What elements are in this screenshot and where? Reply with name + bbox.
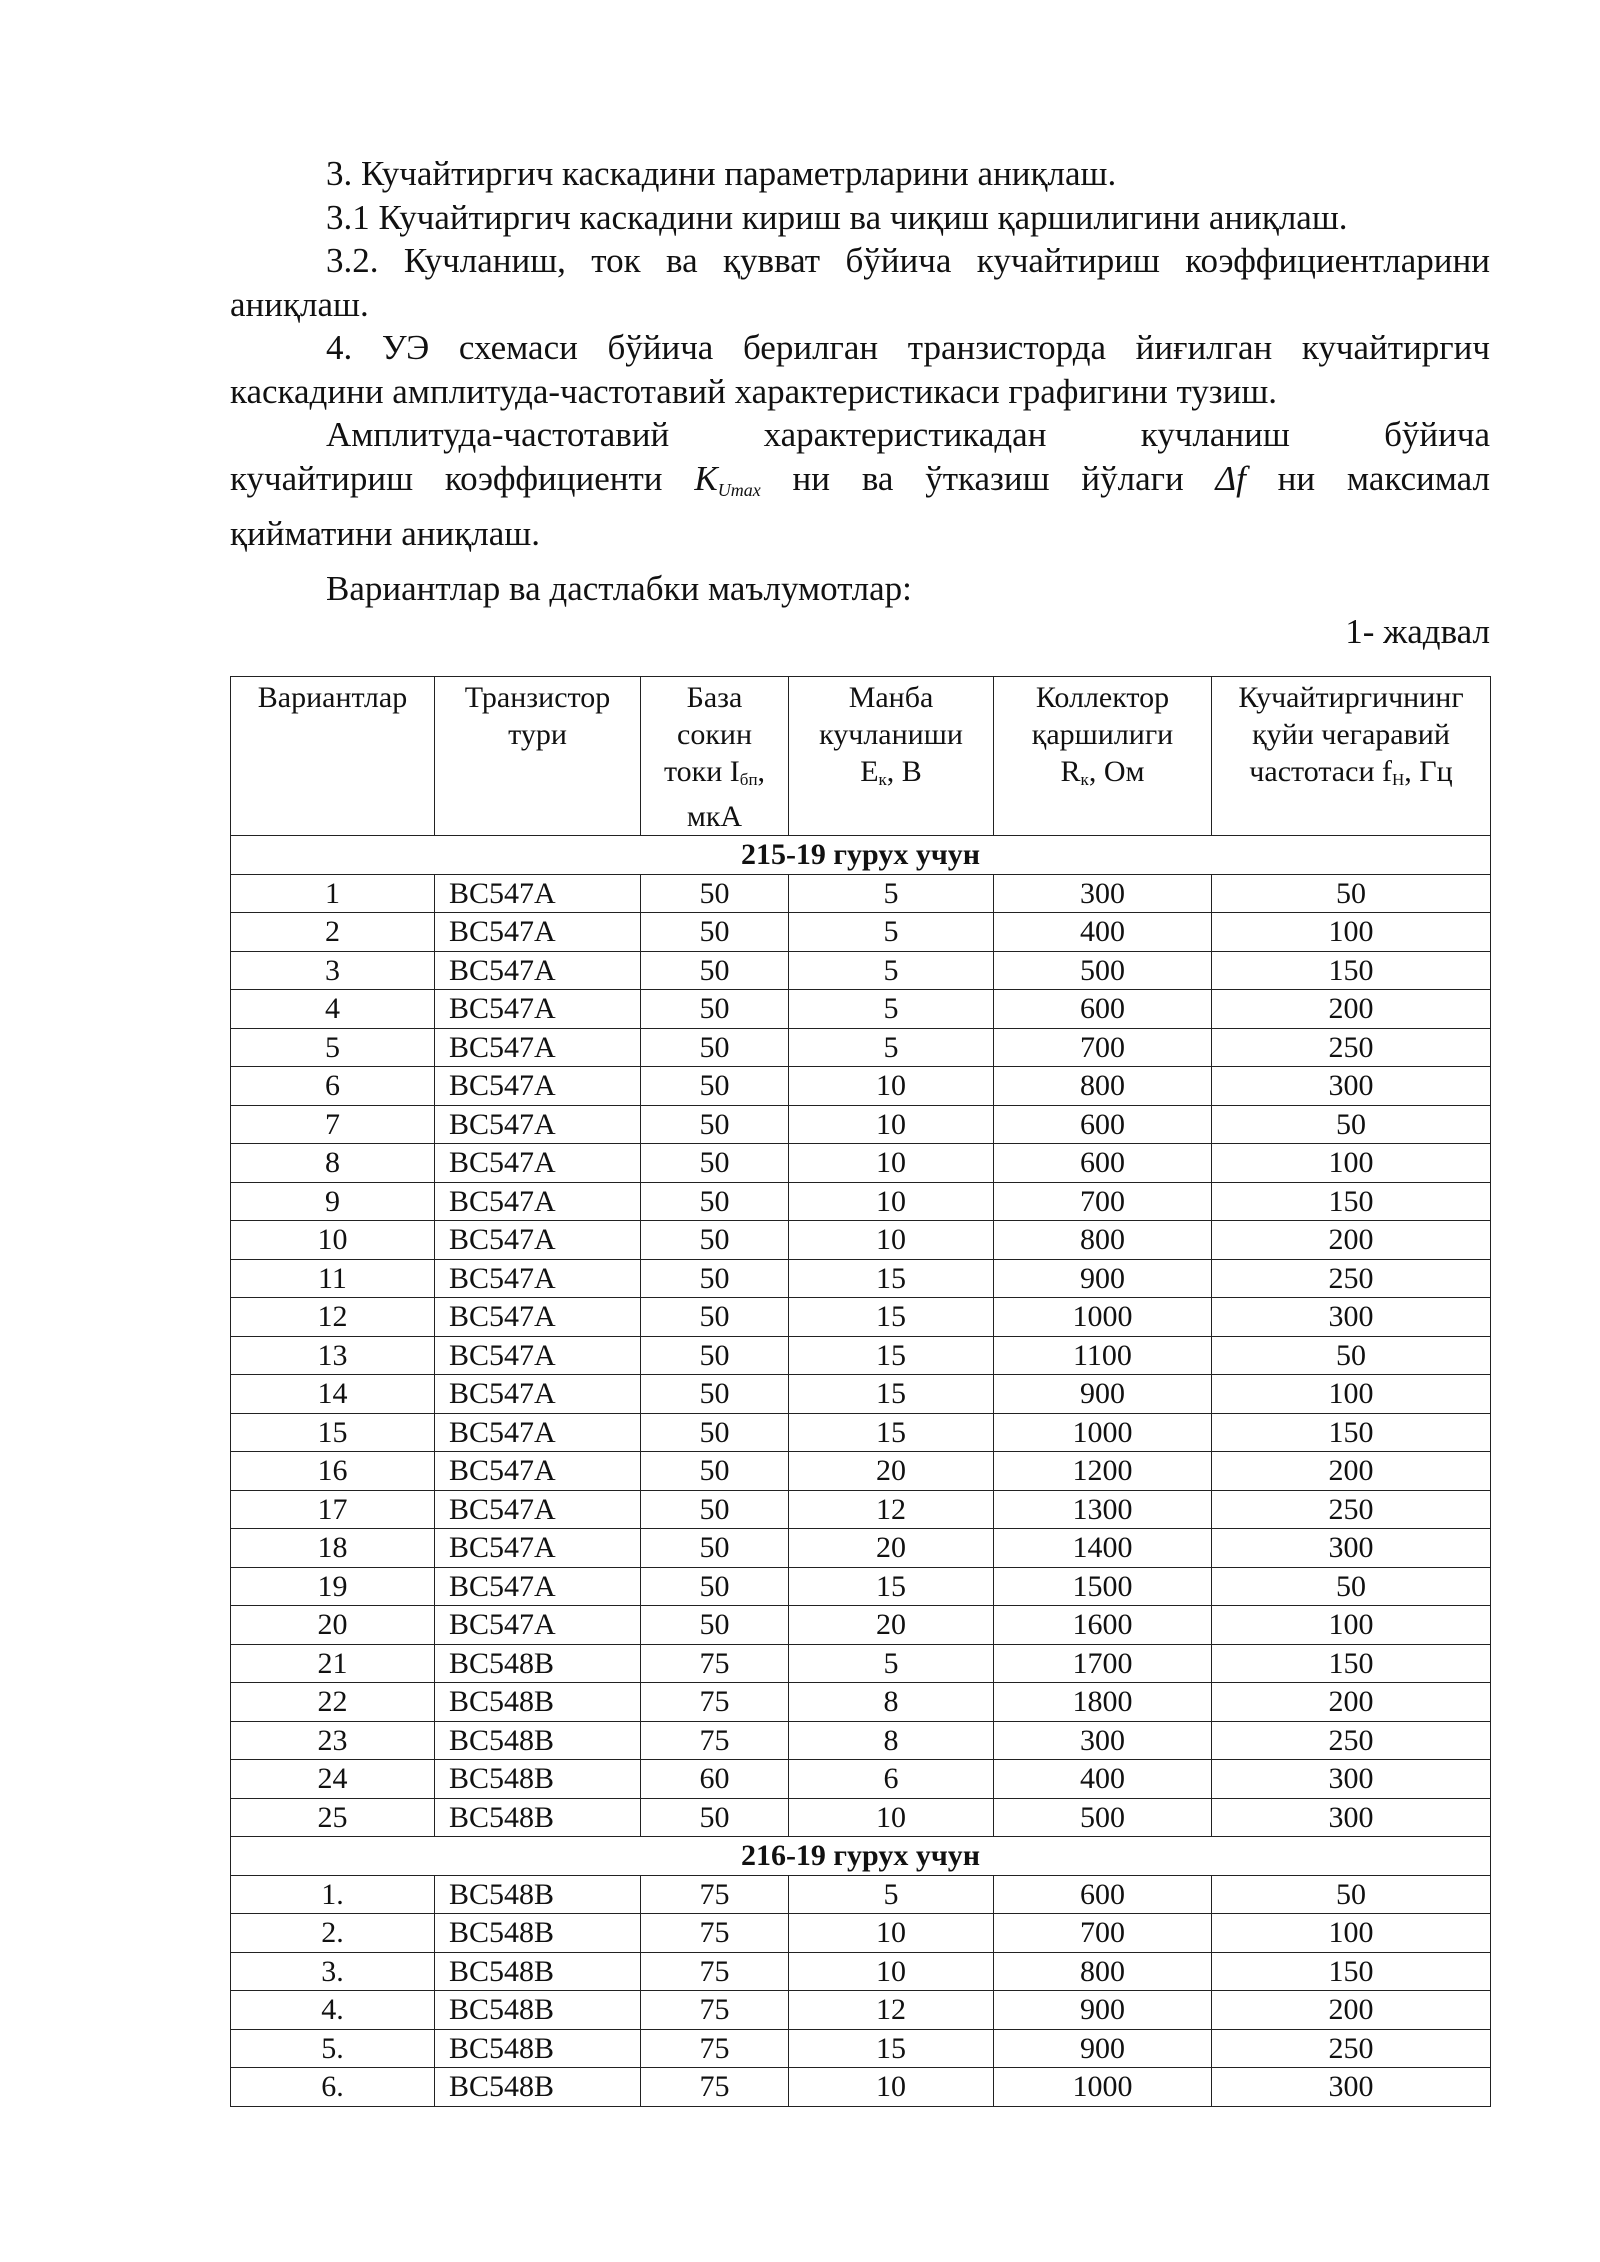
cell-transistor: BC547A [435, 951, 641, 990]
cell-supply-voltage: 15 [789, 1413, 994, 1452]
cell-collector-resistance: 900 [994, 2029, 1212, 2068]
cell-transistor: BC547A [435, 1567, 641, 1606]
paragraph-5-line1: Амплитуда-частотавий характеристикадан кучланиш бўйича [326, 415, 1490, 454]
cell-base-current: 50 [641, 1028, 789, 1067]
cell-base-current: 75 [641, 1991, 789, 2030]
cell-collector-resistance: 500 [994, 1798, 1212, 1837]
cell-base-current: 50 [641, 1144, 789, 1183]
table-row [231, 1144, 1491, 1183]
cell-transistor: BC547A [435, 990, 641, 1029]
table-header-row [231, 677, 1491, 836]
cell-supply-voltage: 10 [789, 1798, 994, 1837]
table-row [231, 1259, 1491, 1298]
cell-supply-voltage: 10 [789, 1914, 994, 1953]
cell-supply-voltage: 10 [789, 1067, 994, 1106]
table-row [231, 874, 1491, 913]
cell-variant: 16 [231, 1452, 435, 1491]
cell-lower-frequency: 300 [1212, 1760, 1491, 1799]
cell-transistor: BC547A [435, 1490, 641, 1529]
cell-supply-voltage: 5 [789, 874, 994, 913]
table-row [231, 1490, 1491, 1529]
table-row [231, 1529, 1491, 1568]
cell-collector-resistance: 700 [994, 1914, 1212, 1953]
cell-lower-frequency: 50 [1212, 1567, 1491, 1606]
table-row [231, 1105, 1491, 1144]
cell-lower-frequency: 150 [1212, 1644, 1491, 1683]
cell-base-current: 60 [641, 1760, 789, 1799]
paragraph-5-text-c: ни максимал [1277, 458, 1490, 498]
header-base-current: База сокин токи Iбп, мкА [641, 677, 789, 836]
paragraph-3-1: 3.1 Кучайтиргич каскадини кириш ва чиқиш қаршилигини аниқлаш. [326, 197, 1348, 237]
cell-collector-resistance: 400 [994, 913, 1212, 952]
table-row [231, 951, 1491, 990]
cell-variant: 12 [231, 1298, 435, 1337]
cell-transistor: BC547A [435, 874, 641, 913]
cell-collector-resistance: 600 [994, 1144, 1212, 1183]
variants-intro: Вариантлар ва дастлабки маълумотлар: [326, 568, 912, 608]
table-row [231, 1683, 1491, 1722]
cell-transistor: BC547A [435, 1529, 641, 1568]
group-header-row [231, 836, 1491, 875]
header-collector-resistance: Коллектор қаршилиги Rк, Ом [994, 677, 1212, 836]
group-title: 215-19 гурух учун [231, 836, 1491, 875]
cell-base-current: 50 [641, 1182, 789, 1221]
document-text [230, 152, 1490, 654]
cell-transistor: BC547A [435, 1606, 641, 1645]
table-row [231, 1028, 1491, 1067]
k-subscript: Umax [717, 479, 761, 500]
paragraph-3: 3. Кучайтиргич каскадини параметрларини аниқлаш. [326, 154, 1117, 193]
table-row [231, 1452, 1491, 1491]
table-row [231, 1567, 1491, 1606]
table-row [231, 1298, 1491, 1337]
cell-collector-resistance: 700 [994, 1028, 1212, 1067]
cell-variant: 11 [231, 1259, 435, 1298]
cell-supply-voltage: 15 [789, 1259, 994, 1298]
cell-lower-frequency: 150 [1212, 1182, 1491, 1221]
cell-lower-frequency: 100 [1212, 1606, 1491, 1645]
cell-collector-resistance: 1000 [994, 1298, 1212, 1337]
cell-base-current: 50 [641, 1375, 789, 1414]
cell-lower-frequency: 150 [1212, 951, 1491, 990]
cell-lower-frequency: 100 [1212, 1144, 1491, 1183]
cell-lower-frequency: 100 [1212, 1375, 1491, 1414]
cell-lower-frequency: 250 [1212, 1028, 1491, 1067]
cell-supply-voltage: 6 [789, 1760, 994, 1799]
cell-supply-voltage: 5 [789, 1644, 994, 1683]
cell-base-current: 50 [641, 1798, 789, 1837]
cell-supply-voltage: 15 [789, 1567, 994, 1606]
cell-base-current: 75 [641, 1721, 789, 1760]
table-row [231, 1221, 1491, 1260]
cell-lower-frequency: 250 [1212, 1490, 1491, 1529]
cell-collector-resistance: 900 [994, 1375, 1212, 1414]
cell-variant: 1 [231, 874, 435, 913]
cell-collector-resistance: 600 [994, 1105, 1212, 1144]
cell-supply-voltage: 12 [789, 1991, 994, 2030]
cell-lower-frequency: 50 [1212, 874, 1491, 913]
cell-variant: 18 [231, 1529, 435, 1568]
cell-base-current: 50 [641, 1336, 789, 1375]
cell-lower-frequency: 100 [1212, 1914, 1491, 1953]
paragraph-5-text-b: ни ва ўтказиш йўлаги [792, 458, 1184, 498]
group-title: 216-19 гурух учун [231, 1837, 1491, 1876]
cell-transistor: BC547A [435, 1028, 641, 1067]
cell-collector-resistance: 1100 [994, 1336, 1212, 1375]
cell-lower-frequency: 200 [1212, 1452, 1491, 1491]
k-umax-symbol [694, 459, 760, 498]
cell-base-current: 75 [641, 2068, 789, 2107]
cell-collector-resistance: 1200 [994, 1452, 1212, 1491]
delta-f-symbol: Δf [1215, 458, 1246, 498]
cell-collector-resistance: 1800 [994, 1683, 1212, 1722]
cell-variant: 22 [231, 1683, 435, 1722]
k-letter: K [694, 458, 718, 498]
table-row [231, 1875, 1491, 1914]
cell-collector-resistance: 300 [994, 874, 1212, 913]
table-row [231, 1721, 1491, 1760]
cell-transistor: BC547A [435, 1105, 641, 1144]
cell-collector-resistance: 900 [994, 1259, 1212, 1298]
header-lower-frequency: Кучайтиргичнинг қуйи чегаравий частотаси fН, Гц [1212, 677, 1491, 836]
cell-lower-frequency: 250 [1212, 2029, 1491, 2068]
header-transistor-type: Транзистор тури [435, 677, 641, 836]
cell-collector-resistance: 1400 [994, 1529, 1212, 1568]
cell-supply-voltage: 10 [789, 1105, 994, 1144]
cell-lower-frequency: 50 [1212, 1105, 1491, 1144]
cell-base-current: 50 [641, 990, 789, 1029]
cell-variant: 6. [231, 2068, 435, 2107]
cell-variant: 7 [231, 1105, 435, 1144]
cell-lower-frequency: 50 [1212, 1875, 1491, 1914]
cell-transistor: BC548B [435, 1721, 641, 1760]
cell-transistor: BC547A [435, 1067, 641, 1106]
table-row [231, 2029, 1491, 2068]
paragraph-3-2-line1: 3.2. Кучланиш, ток ва қувват бўйича кучайтириш коэффициентларини [326, 241, 1490, 280]
cell-transistor: BC548B [435, 2068, 641, 2107]
cell-transistor: BC547A [435, 1259, 641, 1298]
cell-transistor: BC547A [435, 1375, 641, 1414]
cell-collector-resistance: 400 [994, 1760, 1212, 1799]
cell-lower-frequency: 300 [1212, 2068, 1491, 2107]
cell-variant: 1. [231, 1875, 435, 1914]
cell-supply-voltage: 8 [789, 1721, 994, 1760]
table-row [231, 1182, 1491, 1221]
cell-variant: 14 [231, 1375, 435, 1414]
cell-collector-resistance: 900 [994, 1991, 1212, 2030]
cell-supply-voltage: 5 [789, 990, 994, 1029]
cell-transistor: BC547A [435, 913, 641, 952]
table-row [231, 990, 1491, 1029]
cell-collector-resistance: 800 [994, 1952, 1212, 1991]
cell-collector-resistance: 300 [994, 1721, 1212, 1760]
cell-transistor: BC548B [435, 1914, 641, 1953]
cell-collector-resistance: 1700 [994, 1644, 1212, 1683]
cell-lower-frequency: 150 [1212, 1413, 1491, 1452]
cell-variant: 15 [231, 1413, 435, 1452]
cell-variant: 9 [231, 1182, 435, 1221]
header-variants: Вариантлар [231, 677, 435, 836]
cell-variant: 13 [231, 1336, 435, 1375]
cell-base-current: 75 [641, 2029, 789, 2068]
cell-collector-resistance: 1500 [994, 1567, 1212, 1606]
variants-table [230, 676, 1491, 2107]
cell-variant: 24 [231, 1760, 435, 1799]
table-row [231, 1375, 1491, 1414]
cell-lower-frequency: 300 [1212, 1298, 1491, 1337]
cell-base-current: 50 [641, 1452, 789, 1491]
cell-transistor: BC548B [435, 1683, 641, 1722]
cell-supply-voltage: 15 [789, 1336, 994, 1375]
cell-transistor: BC547A [435, 1182, 641, 1221]
cell-transistor: BC548B [435, 1760, 641, 1799]
cell-supply-voltage: 5 [789, 913, 994, 952]
cell-lower-frequency: 300 [1212, 1067, 1491, 1106]
cell-base-current: 50 [641, 1606, 789, 1645]
cell-base-current: 75 [641, 1644, 789, 1683]
cell-collector-resistance: 1000 [994, 2068, 1212, 2107]
cell-transistor: BC547A [435, 1413, 641, 1452]
cell-supply-voltage: 10 [789, 1144, 994, 1183]
cell-lower-frequency: 50 [1212, 1336, 1491, 1375]
cell-transistor: BC547A [435, 1298, 641, 1337]
cell-variant: 5 [231, 1028, 435, 1067]
cell-base-current: 50 [641, 1105, 789, 1144]
cell-lower-frequency: 300 [1212, 1529, 1491, 1568]
table-row [231, 913, 1491, 952]
cell-transistor: BC548B [435, 1644, 641, 1683]
cell-supply-voltage: 20 [789, 1529, 994, 1568]
cell-lower-frequency: 250 [1212, 1259, 1491, 1298]
cell-variant: 5. [231, 2029, 435, 2068]
cell-transistor: BC547A [435, 1336, 641, 1375]
cell-variant: 3. [231, 1952, 435, 1991]
cell-variant: 17 [231, 1490, 435, 1529]
paragraph-4-line1: 4. УЭ схемаси бўйича берилган транзисторда йиғилган кучайтиргич [326, 328, 1490, 367]
paragraph-5-line3: қийматини аниқлаш. [230, 514, 540, 553]
cell-collector-resistance: 1600 [994, 1606, 1212, 1645]
cell-variant: 10 [231, 1221, 435, 1260]
cell-lower-frequency: 250 [1212, 1721, 1491, 1760]
cell-transistor: BC548B [435, 1952, 641, 1991]
cell-base-current: 50 [641, 1298, 789, 1337]
cell-variant: 23 [231, 1721, 435, 1760]
table-row [231, 1798, 1491, 1837]
cell-supply-voltage: 10 [789, 1221, 994, 1260]
cell-lower-frequency: 150 [1212, 1952, 1491, 1991]
cell-base-current: 50 [641, 913, 789, 952]
cell-transistor: BC548B [435, 1875, 641, 1914]
cell-lower-frequency: 200 [1212, 1221, 1491, 1260]
cell-lower-frequency: 200 [1212, 1683, 1491, 1722]
cell-variant: 6 [231, 1067, 435, 1106]
cell-collector-resistance: 800 [994, 1221, 1212, 1260]
table-row [231, 1991, 1491, 2030]
cell-transistor: BC548B [435, 1991, 641, 2030]
cell-base-current: 50 [641, 951, 789, 990]
cell-collector-resistance: 500 [994, 951, 1212, 990]
table-row [231, 1067, 1491, 1106]
cell-base-current: 75 [641, 1683, 789, 1722]
cell-supply-voltage: 5 [789, 1028, 994, 1067]
cell-transistor: BC548B [435, 1798, 641, 1837]
cell-base-current: 50 [641, 1567, 789, 1606]
cell-lower-frequency: 100 [1212, 913, 1491, 952]
cell-collector-resistance: 1300 [994, 1490, 1212, 1529]
cell-collector-resistance: 600 [994, 1875, 1212, 1914]
cell-base-current: 50 [641, 874, 789, 913]
cell-base-current: 50 [641, 1529, 789, 1568]
cell-variant: 3 [231, 951, 435, 990]
cell-variant: 19 [231, 1567, 435, 1606]
cell-variant: 8 [231, 1144, 435, 1183]
cell-lower-frequency: 300 [1212, 1798, 1491, 1837]
table-row [231, 1644, 1491, 1683]
paragraph-5-text-a: кучайтириш коэффициенти [230, 458, 663, 498]
cell-variant: 4 [231, 990, 435, 1029]
table-caption: 1- жадвал [1345, 612, 1490, 651]
table-body [231, 836, 1491, 2107]
cell-transistor: BC547A [435, 1452, 641, 1491]
cell-base-current: 50 [641, 1259, 789, 1298]
cell-collector-resistance: 600 [994, 990, 1212, 1029]
cell-variant: 4. [231, 1991, 435, 2030]
cell-collector-resistance: 1000 [994, 1413, 1212, 1452]
table-row [231, 1760, 1491, 1799]
paragraph-5-line2 [230, 457, 1490, 513]
cell-variant: 2. [231, 1914, 435, 1953]
group-header-row [231, 1837, 1491, 1876]
table-row [231, 1952, 1491, 1991]
table-row [231, 1413, 1491, 1452]
cell-supply-voltage: 5 [789, 951, 994, 990]
cell-supply-voltage: 15 [789, 1298, 994, 1337]
paragraph-3-2-line2: аниқлаш. [230, 284, 369, 324]
cell-base-current: 75 [641, 1914, 789, 1953]
cell-supply-voltage: 10 [789, 1952, 994, 1991]
cell-transistor: BC547A [435, 1221, 641, 1260]
cell-collector-resistance: 700 [994, 1182, 1212, 1221]
cell-supply-voltage: 15 [789, 1375, 994, 1414]
cell-supply-voltage: 10 [789, 1182, 994, 1221]
paragraph-4-line2: каскадини амплитуда-частотавий характеристикаси графигини тузиш. [230, 371, 1278, 411]
cell-supply-voltage: 8 [789, 1683, 994, 1722]
cell-variant: 2 [231, 913, 435, 952]
cell-collector-resistance: 800 [994, 1067, 1212, 1106]
cell-lower-frequency: 200 [1212, 1991, 1491, 2030]
cell-transistor: BC547A [435, 1144, 641, 1183]
cell-supply-voltage: 10 [789, 2068, 994, 2107]
cell-variant: 20 [231, 1606, 435, 1645]
table-row [231, 2068, 1491, 2107]
table-row [231, 1606, 1491, 1645]
cell-lower-frequency: 200 [1212, 990, 1491, 1029]
cell-supply-voltage: 20 [789, 1606, 994, 1645]
cell-supply-voltage: 12 [789, 1490, 994, 1529]
cell-supply-voltage: 5 [789, 1875, 994, 1914]
cell-supply-voltage: 20 [789, 1452, 994, 1491]
cell-base-current: 50 [641, 1221, 789, 1260]
cell-variant: 25 [231, 1798, 435, 1837]
cell-base-current: 50 [641, 1067, 789, 1106]
table-row [231, 1914, 1491, 1953]
table-row [231, 1336, 1491, 1375]
header-supply-voltage: Манба кучланиши Eк, В [789, 677, 994, 836]
cell-supply-voltage: 15 [789, 2029, 994, 2068]
cell-transistor: BC548B [435, 2029, 641, 2068]
cell-base-current: 50 [641, 1490, 789, 1529]
cell-base-current: 75 [641, 1875, 789, 1914]
cell-base-current: 75 [641, 1952, 789, 1991]
cell-base-current: 50 [641, 1413, 789, 1452]
cell-variant: 21 [231, 1644, 435, 1683]
